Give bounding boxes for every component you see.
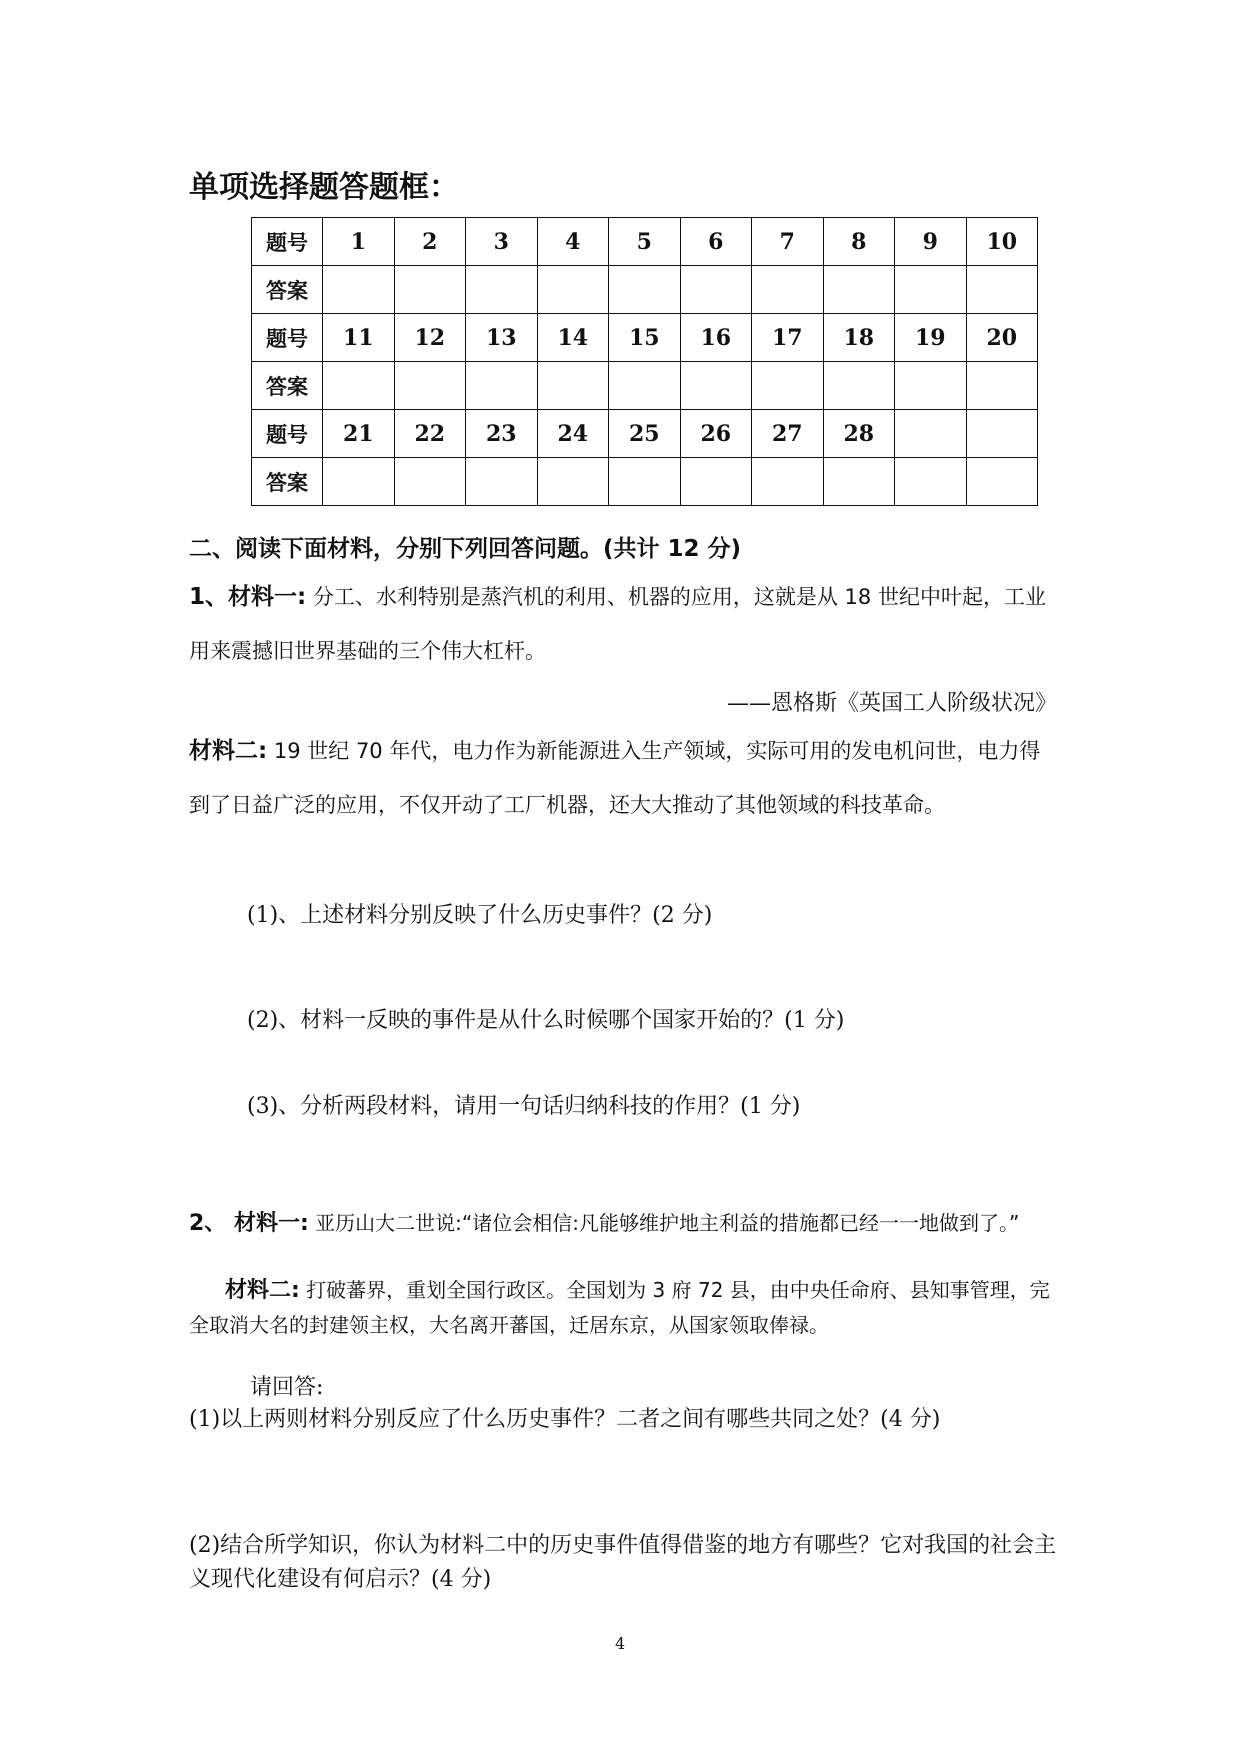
question-number-cell: 15: [609, 314, 681, 362]
q2-material-2-label: 材料二:: [225, 1278, 300, 1303]
answer-cell[interactable]: [537, 266, 609, 314]
question-number-cell: 1: [323, 218, 395, 266]
grid-answer-row: [252, 458, 1038, 506]
question-number-cell: 12: [394, 314, 466, 362]
question-number-cell: 16: [680, 314, 752, 362]
answer-cell[interactable]: [466, 266, 538, 314]
answer-grid: [251, 217, 1038, 506]
q1-material-1: [189, 570, 1059, 678]
question-number-cell: 19: [895, 314, 967, 362]
answer-cell[interactable]: [752, 266, 824, 314]
grid-number-row: [252, 410, 1038, 458]
q1-sub-question-2: (2)、材料一反映的事件是从什么时候哪个国家开始的？(1 分): [247, 1008, 845, 1033]
question-number-cell: 11: [323, 314, 395, 362]
answer-cell[interactable]: [823, 266, 895, 314]
q1-sub-question-1: (1)、上述材料分别反映了什么历史事件？(2 分): [247, 903, 713, 928]
q1-material-2: [189, 724, 1059, 832]
answer-cell[interactable]: [823, 362, 895, 410]
question-number-cell: 24: [537, 410, 609, 458]
question-number-cell: 25: [609, 410, 681, 458]
answer-cell[interactable]: [966, 458, 1038, 506]
answer-cell[interactable]: [323, 458, 395, 506]
row-label-number: 题号: [252, 218, 323, 266]
question-number-cell: 18: [823, 314, 895, 362]
answer-cell[interactable]: [895, 266, 967, 314]
q1-material-2-text: 19 世纪 70 年代，电力作为新能源进入生产领域，实际可用的发电机问世，电力得到了日益广泛的应用，不仅开动了工厂机器，还大大推动了其他领域的科技革命。: [189, 739, 1041, 817]
row-label-answer: 答案: [252, 458, 323, 506]
grid-answer-row: [252, 266, 1038, 314]
row-label-number: 题号: [252, 314, 323, 362]
answer-cell[interactable]: [609, 266, 681, 314]
question-number-cell: [895, 410, 967, 458]
answer-cell[interactable]: [394, 266, 466, 314]
answer-cell[interactable]: [466, 458, 538, 506]
answer-cell[interactable]: [680, 362, 752, 410]
q1-material-2-label: 材料二:: [189, 738, 268, 764]
question-number-cell: 6: [680, 218, 752, 266]
citation: ——恩格斯《英国工人阶级状况》: [726, 691, 1057, 716]
question-number-cell: [966, 410, 1038, 458]
answer-cell[interactable]: [752, 458, 824, 506]
question-number-cell: 7: [752, 218, 824, 266]
question-number-cell: 28: [823, 410, 895, 458]
row-label-number: 题号: [252, 410, 323, 458]
answer-cell[interactable]: [394, 458, 466, 506]
page-number: 4: [615, 1634, 626, 1653]
answer-cell[interactable]: [609, 458, 681, 506]
answer-cell[interactable]: [966, 266, 1038, 314]
answer-cell[interactable]: [823, 458, 895, 506]
q2-sub-question-2: (2)结合所学知识，你认为材料二中的历史事件值得借鉴的地方有哪些？它对我国的社会主义现代化建设有何启示？(4 分): [189, 1533, 1057, 1592]
answer-cell[interactable]: [680, 266, 752, 314]
q1-material-1-label: 1、材料一:: [189, 584, 307, 610]
q2-material-1-text: 亚历山大二世说:“诸位会相信:凡能够维护地主利益的措施都已经一一地做到了。”: [308, 1211, 1020, 1235]
answer-cell[interactable]: [323, 362, 395, 410]
question-number-cell: 23: [466, 410, 538, 458]
question-number-cell: 26: [680, 410, 752, 458]
question-number-cell: 17: [752, 314, 824, 362]
q1-sub-question-3: (3)、分析两段材料，请用一句话归纳科技的作用？(1 分): [247, 1094, 801, 1119]
question-number-cell: 4: [537, 218, 609, 266]
section-heading: 二、阅读下面材料，分别下列回答问题。(共计 12 分): [189, 536, 742, 562]
question-number-cell: 8: [823, 218, 895, 266]
answer-cell[interactable]: [895, 362, 967, 410]
answer-cell[interactable]: [752, 362, 824, 410]
q2-prompt: 请回答:: [250, 1375, 324, 1400]
answer-cell[interactable]: [609, 362, 681, 410]
question-number-cell: 3: [466, 218, 538, 266]
grid-number-row: [252, 218, 1038, 266]
answer-cell[interactable]: [680, 458, 752, 506]
answer-cell[interactable]: [394, 362, 466, 410]
row-label-answer: 答案: [252, 362, 323, 410]
question-number-cell: 21: [323, 410, 395, 458]
answer-cell[interactable]: [466, 362, 538, 410]
q2-material-2: [189, 1273, 1059, 1342]
question-number-cell: 20: [966, 314, 1038, 362]
answer-cell[interactable]: [537, 362, 609, 410]
answer-cell[interactable]: [323, 266, 395, 314]
answer-cell[interactable]: [966, 362, 1038, 410]
page-title: 单项选择题答题框：: [189, 170, 459, 205]
question-number-cell: 10: [966, 218, 1038, 266]
q1-material-1-text: 分工、水利特别是蒸汽机的利用、机器的应用，这就是从 18 世纪中叶起，工业用来震撼旧世界基础的三个伟大杠杆。: [189, 585, 1046, 663]
answer-cell[interactable]: [537, 458, 609, 506]
question-number-cell: 5: [609, 218, 681, 266]
answer-cell[interactable]: [895, 458, 967, 506]
question-number-cell: 2: [394, 218, 466, 266]
question-number-cell: 27: [752, 410, 824, 458]
question-number-cell: 22: [394, 410, 466, 458]
grid-answer-row: [252, 362, 1038, 410]
q2-material-1: [189, 1206, 1059, 1241]
grid-number-row: [252, 314, 1038, 362]
question-number-cell: 13: [466, 314, 538, 362]
question-number-cell: 9: [895, 218, 967, 266]
q2-sub-question-1: (1)以上两则材料分别反应了什么历史事件？二者之间有哪些共同之处？(4 分): [189, 1407, 941, 1432]
q2-material-1-label: 2、 材料一:: [189, 1211, 309, 1236]
question-number-cell: 14: [537, 314, 609, 362]
row-label-answer: 答案: [252, 266, 323, 314]
q2-material-2-text: 打破蕃界，重划全国行政区。全国划为 3 府 72 县，由中央任命府、县知事管理，完全取消大名的封建领主权，大名离开蕃国，迁居东京，从国家领取俸禄。: [189, 1278, 1050, 1337]
